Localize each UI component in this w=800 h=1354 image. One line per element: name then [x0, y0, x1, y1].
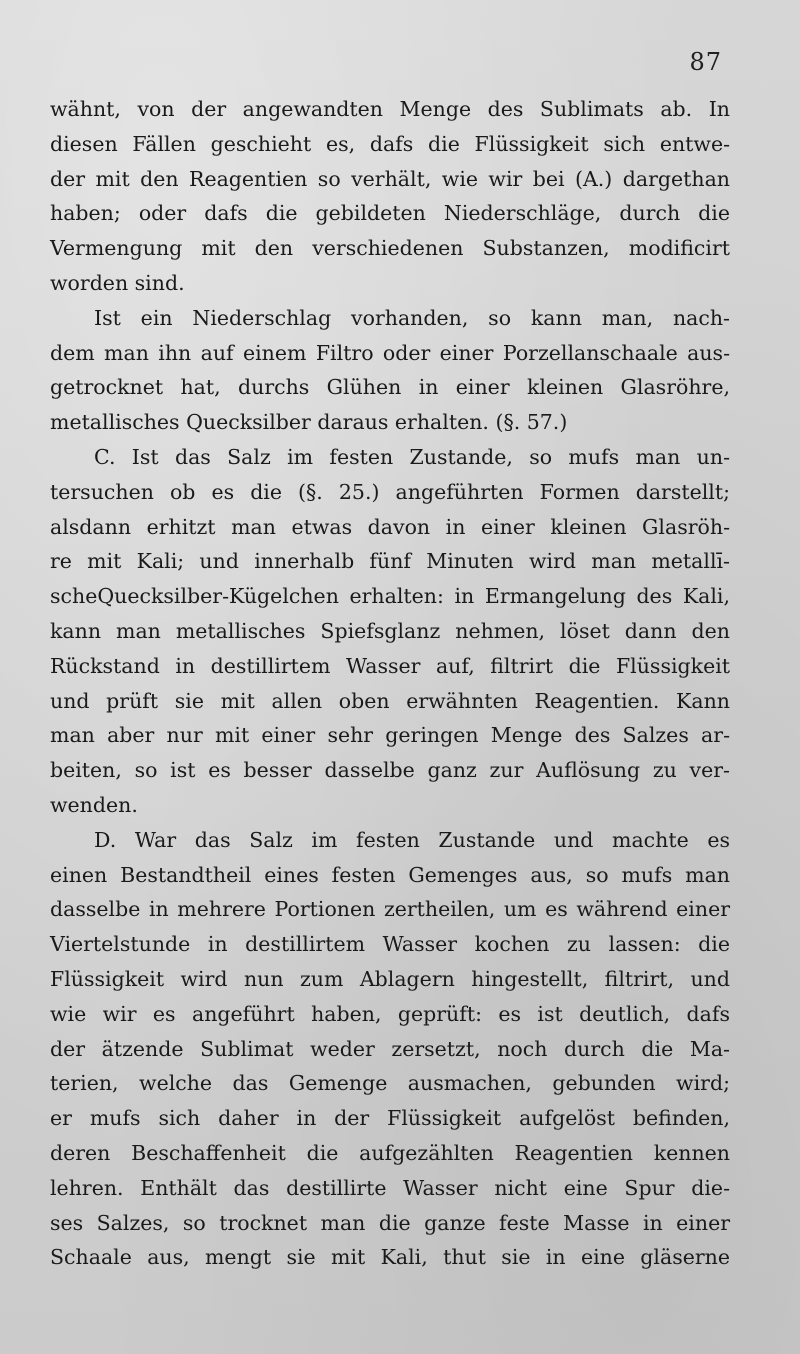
text-line: der ätzende Sublimat weder zersetzt, noch durch die Ma-: [50, 1036, 730, 1061]
text-line: Viertelstunde in destillirtem Wasser kochen zu lassen: die: [50, 932, 730, 957]
text-line: diesen Fällen geschieht es, dafs die Flüssigkeit sich entwe-: [50, 131, 730, 156]
text-line: Ist ein Niederschlag vorhanden, so kann man, nach-: [94, 305, 730, 330]
text-line: einen Bestandtheil eines festen Gemenges aus, so mufs man: [50, 862, 730, 887]
text-line: haben; oder dafs die gebildeten Niederschläge, durch die: [50, 201, 730, 226]
text-line: der mit den Reagentien so verhält, wie wir bei (A.) dargethan: [50, 166, 730, 191]
text-line: er mufs sich daher in der Flüssigkeit aufgelöst befinden,: [50, 1106, 730, 1131]
text-line: ses Salzes, so trocknet man die ganze feste Masse in einer: [50, 1210, 730, 1235]
text-line: Rückstand in destillirtem Wasser auf, filtrirt die Flüssigkeit: [50, 653, 730, 678]
text-line: lehren. Enthält das destillirte Wasser nicht eine Spur die-: [50, 1175, 730, 1200]
text-line: und prüft sie mit allen oben erwähnten Reagentien. Kann: [50, 688, 730, 713]
text-line: alsdann erhitzt man etwas davon in einer kleinen Glasröh-: [50, 514, 730, 539]
text-line: worden sind.: [50, 270, 185, 295]
text-line: Flüssigkeit wird nun zum Ablagern hingestellt, filtrirt, und: [50, 966, 730, 991]
text-line: C. Ist das Salz im festen Zustande, so mufs man un-: [94, 444, 730, 469]
body-text: [50, 92, 730, 1275]
page-number: 87: [689, 48, 722, 76]
text-line: Vermengung mit den verschiedenen Substanzen, modificirt: [50, 236, 730, 261]
text-line: man aber nur mit einer sehr geringen Menge des Salzes ar-: [50, 723, 730, 748]
text-line: re mit Kali; und innerhalb fünf Minuten wird man metallī-: [50, 549, 730, 574]
text-line: Schaale aus, mengt sie mit Kali, thut sie in eine gläserne: [50, 1245, 730, 1270]
text-line: deren Beschaffenheit die aufgezählten Reagentien kennen: [50, 1140, 730, 1165]
text-line: terien, welche das Gemenge ausmachen, gebunden wird;: [50, 1071, 730, 1096]
text-line: wenden.: [50, 792, 138, 817]
text-line: beiten, so ist es besser dasselbe ganz zur Auflösung zu ver-: [50, 758, 730, 783]
text-line: scheQuecksilber-Kügelchen erhalten: in Ermangelung des Kali,: [50, 584, 730, 609]
text-line: dem man ihn auf einem Filtro oder einer Porzellanschaale aus-: [50, 340, 730, 365]
text-line: wähnt, von der angewandten Menge des Sublimats ab. In: [50, 97, 730, 121]
text-line: kann man metallisches Spiefsglanz nehmen, löset dann den: [50, 618, 730, 643]
text-line: dasselbe in mehrere Portionen zertheilen, um es während einer: [50, 897, 730, 922]
text-line: tersuchen ob es die (§. 25.) angeführten Formen darstellt;: [50, 479, 730, 504]
text-line: getrocknet hat, durchs Glühen in einer kleinen Glasröhre,: [50, 375, 730, 400]
text-line: metallisches Quecksilber daraus erhalten. (§. 57.): [50, 410, 568, 435]
text-line: wie wir es angeführt haben, geprüft: es ist deutlich, dafs: [50, 1001, 730, 1026]
text-line: D. War das Salz im festen Zustande und machte es: [94, 827, 730, 852]
